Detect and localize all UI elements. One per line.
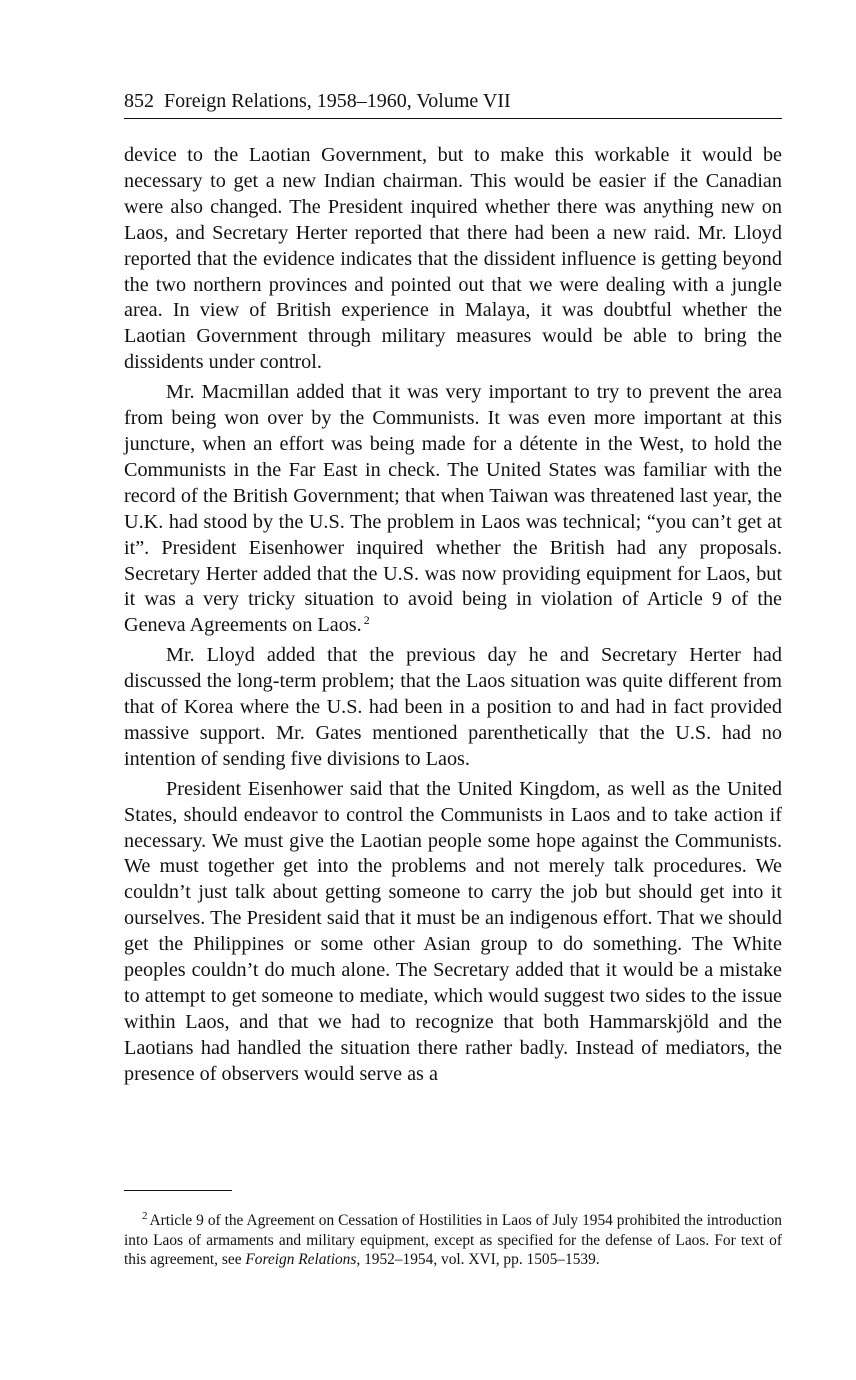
body-text xyxy=(124,143,782,1088)
paragraph-2 xyxy=(124,380,782,639)
paragraph-1 xyxy=(124,143,782,376)
paragraph-3-text: Mr. Lloyd added that the previous day he and Secretary Herter had discussed the long-term problem; that the Laos situation was quite different from that of Korea where the U.S. had been in a position to and had in fact provided massive support. Mr. Gates mentioned parenthetically that the U.S. had no intention of sending five divisions to Laos. xyxy=(124,644,782,770)
running-head xyxy=(124,86,782,119)
document-page xyxy=(124,86,782,1092)
footnote-text-after: 1952–1954, vol. XVI, pp. 1505–1539. xyxy=(360,1251,600,1268)
paragraph-4-text: President Eisenhower said that the United Kingdom, as well as the United States, should endeavor to control the Communists in Laos and to take action if necessary. We must give the Laotian people some hope against the Communists. We must together get into the problems and not merely talk procedures. We couldn’t just talk about getting someone to carry the job but should get into it ourselves. The President said that it must be an indigenous effort. That we should get the Philippines or some other Asian group to do something. The White peoples couldn’t do much alone. The Secretary added that it would be a mistake to attempt to get someone to mediate, which would suggest two sides to the issue within Laos, and that we had to recognize that both Hammarskjöld and the Laotians had handled the situation there rather badly. Instead of mediators, the presence of observers would serve as a xyxy=(124,777,782,1085)
paragraph-3 xyxy=(124,643,782,773)
footnote-number: 2 xyxy=(142,1210,148,1222)
footnote-divider xyxy=(124,1190,232,1191)
paragraph-2-text: Mr. Macmillan added that it was very important to try to prevent the area from being won over by the Communists. It was even more important at this juncture, when an effort was being made for a détente in the West, to hold the Communists in the Far East in check. The United States was familiar with the record of the British Government; that when Taiwan was threatened last year, the U.K. had stood by the U.S. The problem in Laos was technical; “you can’t get at it”. President Eisenhower inquired whether the British had any proposals. Secretary Herter added that the U.S. was now providing equipment for Laos, but it was a very tricky situation to avoid being in violation of Article 9 of the Geneva Agreements on Laos. xyxy=(124,381,782,637)
paragraph-1-text: device to the Laotian Government, but to make this workable it would be necessary to get a new Indian chairman. This would be easier if the Canadian were also changed. The President inquired whether there was anything new on Laos, and Secretary Herter reported that there had been a new raid. Mr. Lloyd reported that the evidence indicates that the dissident influence is getting beyond the two northern provinces and pointed out that we were dealing with a jungle area. In view of British experience in Malaya, it was doubtful whether the Laotian Government through military measures would be able to bring the dissidents under control. xyxy=(124,144,782,374)
footnote-reference[interactable]: 2 xyxy=(363,613,370,628)
footnote xyxy=(124,1211,782,1270)
running-head-title: Foreign Relations, 1958–1960, Volume VII xyxy=(164,90,511,112)
footnote-text-before: Article 9 of the Agreement on Cessation of Hostilities in Laos of July 1954 prohibited the introduction into Laos of armaments and military equipment, except as specified for the defense of Laos. For text of this agreement, see xyxy=(124,1212,782,1268)
paragraph-4 xyxy=(124,777,782,1088)
footnote-citation-title: Foreign Relations, xyxy=(245,1251,361,1268)
page-number: 852 xyxy=(124,90,154,112)
